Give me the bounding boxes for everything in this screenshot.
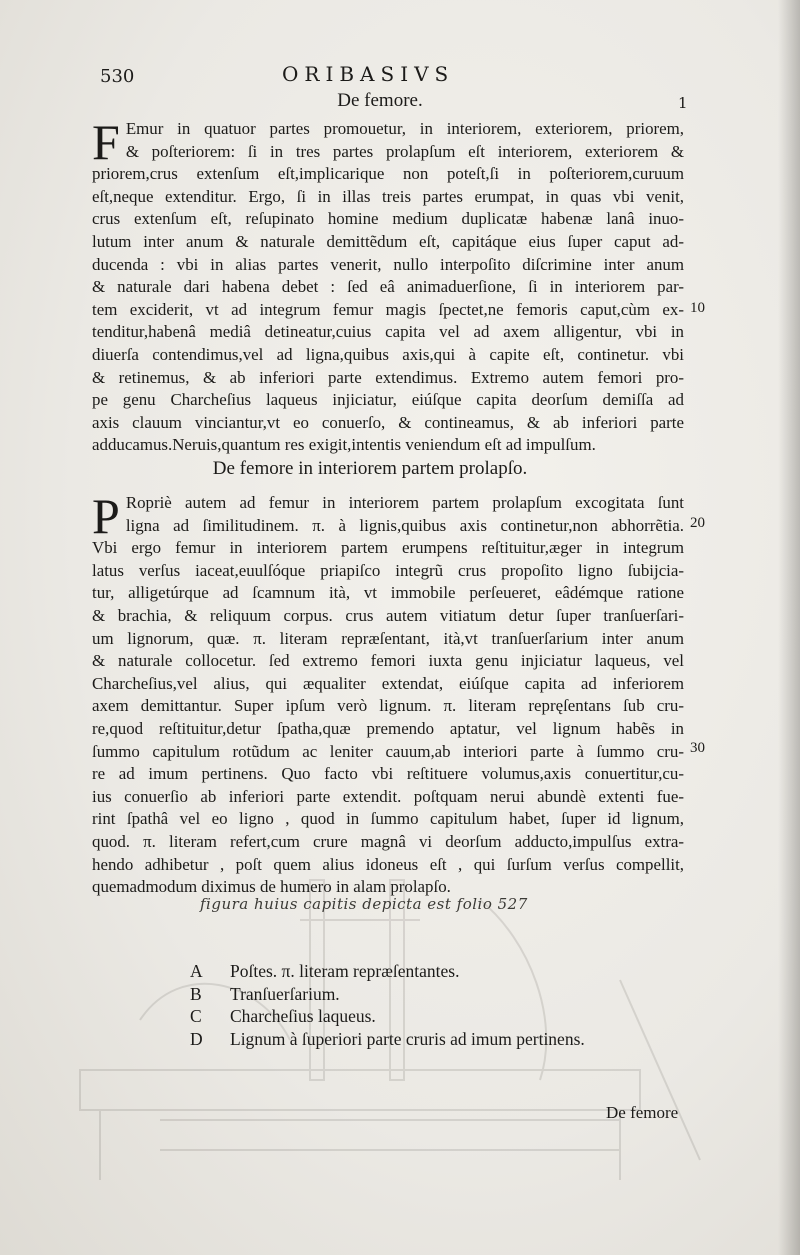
- text-line: & retinemus, & ab inferiori parte extendimus. Extremo autem femori pro-: [92, 367, 684, 387]
- legend-key: D: [190, 1028, 203, 1049]
- text-line: Vbi ergo femur in interiorem partem erumpens reſtituitur,æger in integrum: [92, 538, 684, 558]
- text-line: Charcheſius,vel alius, qui æqualiter extendat, eiúſque capita ad inferiorem: [92, 673, 684, 693]
- text-line: ligna ad ſimilitudinem. π. à lignis,quibus axis continetur,non abhorrẽtia.: [125, 515, 684, 535]
- dropcap-p: P: [92, 488, 120, 544]
- legend-key: A: [190, 961, 203, 981]
- text-line: rint ſpathâ vel eo ligno , quod in ſummo capitulum habet, ſuper id lignum,: [92, 809, 684, 829]
- catchword: De femore: [606, 1103, 679, 1122]
- legend-item: [190, 983, 585, 1006]
- text-line: axem demittantur. Super ipſum verò lignum. π. literam repręſentans ſub cru-: [92, 696, 684, 716]
- text-line: tur, alligetúrque ad ſcamnum ità, vt immobile perſeueret, eâdémque ratione: [92, 583, 684, 603]
- text-line: ſummo capitulum rotũdum ac leniter cauum,ab interiori parte à ſummo cru-: [92, 741, 684, 761]
- text-line: um lignorum, quæ. π. literam repræſentant, ità,vt tranſuerſarium inter anum: [92, 628, 684, 648]
- section1-body: [92, 114, 684, 457]
- legend-item: [190, 1005, 585, 1028]
- legend-text: Charcheſius laqueus.: [230, 1006, 376, 1026]
- running-title: ORIBASIVS: [282, 62, 455, 86]
- text-line: & brachia, & reliquum corpus. crus autem vitiatum detur ſuper tranſuerſari-: [92, 605, 684, 625]
- section-marker: 1: [678, 94, 688, 112]
- legend-text: Poſtes. π. literam repræſentantes.: [230, 961, 460, 981]
- legend-key: C: [190, 1006, 202, 1026]
- text-line: re ad imum pertinens. Quo facto vbi reſtituere volumus,axis conuertitur,cu-: [92, 764, 684, 784]
- section2-body: [92, 488, 684, 899]
- text-line: re,quod reſtituitur,detur ſpatha,quæ premendo aptatur, vel lignum habẽs in: [92, 718, 684, 738]
- handwritten-annotation: figura huius capitis depicta est folio 527: [200, 895, 528, 913]
- text-line: lutum inter anum & naturale demittẽdum eſt, capitáque eius ſuper caput ad-: [92, 231, 684, 251]
- legend-text: Lignum à ſuperiori parte cruris ad imum pertinens.: [230, 1028, 585, 1049]
- text-line: diuerſa contendimus,vel ad ligna,quibus axis,qui à capite eſt, continetur. vbi: [92, 344, 684, 364]
- page-edge-shadow: [778, 0, 800, 1255]
- text-line: tem exciderit, vt ad integrum femur magis ſpectet,ne femoris caput,cùm ex-: [92, 299, 684, 319]
- text-line: hendo adhibetur , poſt quem alius idoneus eſt , qui ſurſum verſus compellit,: [92, 854, 684, 874]
- text-line: & poſteriorem: ſi in tres partes prolapſum eſt interiorem, exteriorem &: [125, 141, 684, 161]
- legend-item: [190, 960, 585, 983]
- text-line: quod. π. literam refert,cum crure magnâ vi deorſum adducto,impulſus extra-: [92, 831, 684, 851]
- dropcap-f: F: [92, 114, 120, 170]
- text-line: pe genu Charcheſius laqueus injiciatur, eiúſque capita deorſum demiſſa ad: [92, 390, 684, 410]
- text-line: & naturale collocetur. ſed extremo femori iuxta genu injiciatur laqueus, vel: [92, 651, 684, 671]
- margin-number-30: 30: [690, 740, 705, 756]
- margin-number-20: 20: [690, 515, 705, 531]
- legend-key: B: [190, 983, 202, 1004]
- text-line: priorem,crus extenſum eſt,implicarique non poteſt,ſi in poſteriorem,curuum: [92, 164, 684, 184]
- section-title-de-femore-interiorem: De femore in interiorem partem prolapſo.: [212, 458, 528, 479]
- text-line: Emur in quatuor partes promouetur, in interiorem, exteriorem, priorem,: [125, 119, 684, 138]
- text-line: Ropriè autem ad femur in interiorem partem prolapſum excogitata ſunt: [125, 493, 684, 512]
- text-line: & naturale dari habena debet : ſed eâ animaduerſione, ſi in interiorem par-: [92, 277, 684, 297]
- figure-legend: [190, 960, 585, 1050]
- text-line: ducenda : vbi in alias partes venerit, nullo interpoſito diſcrimine inter anum: [92, 254, 684, 274]
- text-line: ius conuerſio ab inferiori parte extendit. poſtquam nerui abundè extenti fue-: [92, 786, 684, 806]
- page-number: 530: [100, 66, 135, 87]
- text-line: tenditur,habenâ mediâ detineatur,cuius capita vel ad axem alligentur, vbi in: [92, 322, 684, 342]
- text-line: axis clauum vinciantur,vt eo conuerſo, & contineamus, & ab inferiori parte: [92, 412, 684, 432]
- legend-text: Tranſuerſarium.: [230, 983, 340, 1004]
- text-line: latus verſus iaceat,euulſóque priapiſco integrũ crus propoſito ligno ſubijcia-: [92, 560, 684, 580]
- text-line: eſt,neque extenditur. Ergo, ſi in illas treis partes erumpat, in quas vbi venit,: [92, 186, 684, 206]
- text-line: crus extenſum eſt, reſupinato homine medium duplicatæ habenæ lanâ inuo-: [92, 209, 684, 229]
- text-line: quemadmodum diximus de humero in alam prolapſo.: [92, 877, 451, 897]
- text-line: adducamus.Neruis,quantum res exigit,intentis veniendum eſt ad impulſum.: [92, 435, 596, 455]
- legend-item: [190, 1028, 585, 1051]
- section-title-de-femore: De femore.: [337, 90, 423, 111]
- margin-number-10: 10: [690, 300, 705, 316]
